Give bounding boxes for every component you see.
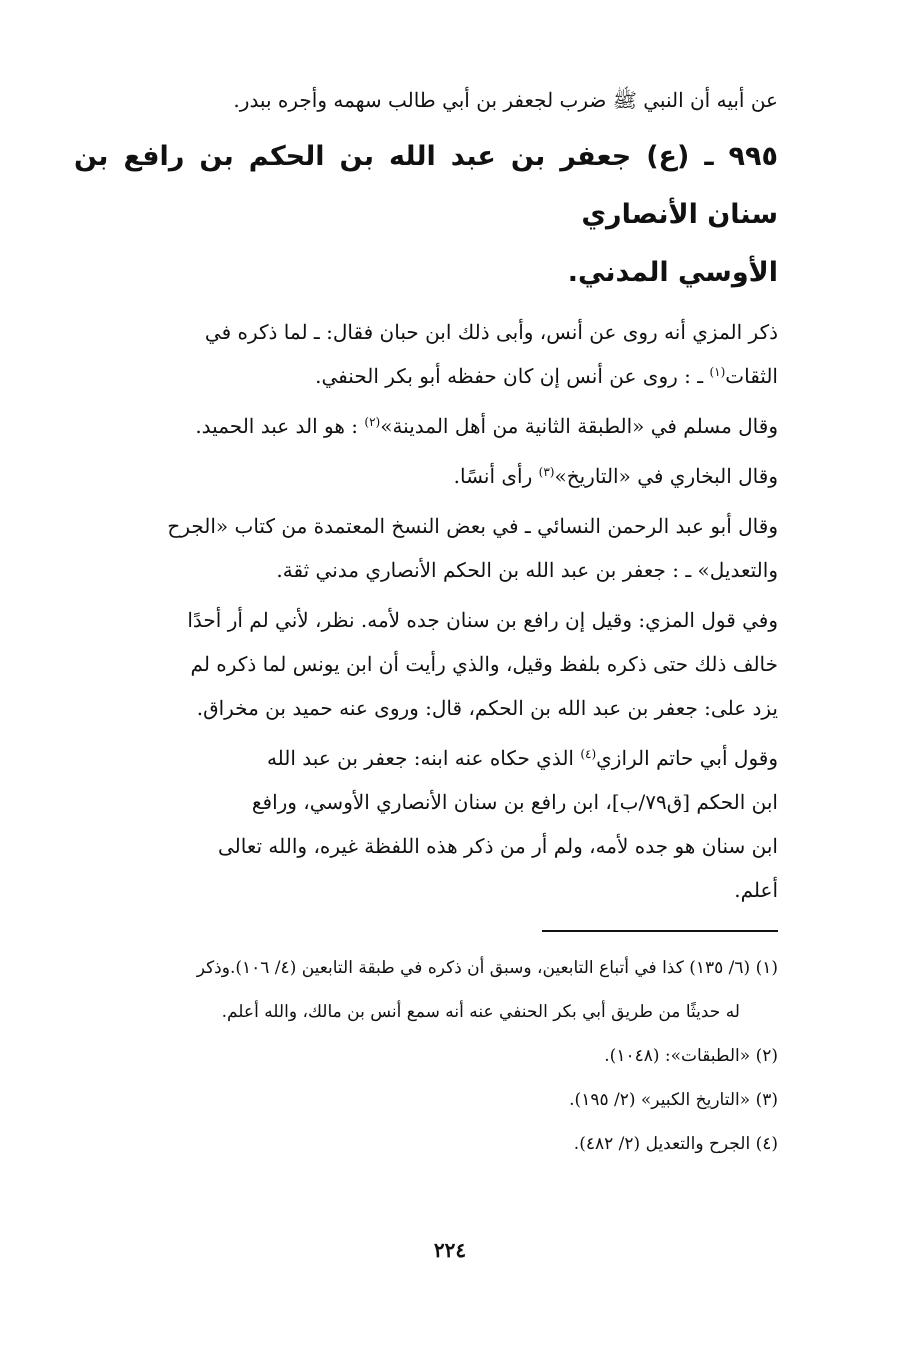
footnote-ref-3: (٣)	[538, 465, 555, 479]
footnote-1-line-2: له حديثًا من طريق أبي بكر الحنفي عنه أنه سمع أنس بن مالك، والله أعلم.	[221, 1002, 740, 1022]
footnote-4: (٤) الجرح والتعديل (٢/ ٤٨٢).	[573, 1134, 778, 1154]
paragraph-6-line-2: ابن الحكم [ق٧٩/ب]، ابن رافع بن سنان الأنصاري الأوسي، ورافع	[251, 790, 778, 814]
paragraph-1	[74, 310, 778, 398]
footnote-1-line-1: (١) (٦/ ١٣٥) كذا في أتباع التابعين، وسبق أن ذكره في طبقة التابعين (٤/ ١٠٦).وذكر	[196, 958, 778, 978]
text: وقال مسلم في «الطبقة الثانية من أهل المدينة»	[380, 414, 778, 438]
text: : هو الد عبد الحميد.	[195, 414, 365, 438]
entry-heading-line-2: الأوسي المدني.	[567, 257, 778, 288]
footnote-3: (٣) «التاريخ الكبير» (٢/ ١٩٥).	[569, 1090, 778, 1110]
paragraph-5-line-2: خالف ذلك حتى ذكره بلفظ وقيل، والذي رأيت أن ابن يونس لما ذكره لم	[190, 652, 778, 676]
entry-heading-line-1: ٩٩٥ ـ (ع) جعفر بن عبد الله بن الحكم بن رافع بن سنان الأنصاري	[74, 141, 778, 230]
entry-heading	[74, 128, 778, 302]
paragraph-5-line-1: وفي قول المزي: وقيل إن رافع بن سنان جده لأمه. نظر، لأني لم أر أحدًا	[187, 608, 778, 632]
paragraph-2-line-1	[74, 404, 778, 448]
paragraph-4	[74, 504, 778, 592]
page-number: ٢٢٤	[433, 1238, 467, 1262]
footnote-ref-2: (٢)	[364, 415, 381, 429]
paragraph-4-line-1: وقال أبو عبد الرحمن النسائي ـ في بعض النسخ المعتمدة من كتاب «الجرح	[167, 514, 778, 538]
footnote-divider	[542, 930, 778, 932]
page-text	[74, 78, 778, 1166]
paragraph-6-line-3: ابن سنان هو جده لأمه، ولم أر من ذكر هذه اللفظة غيره، والله تعالى	[218, 834, 778, 858]
text: الذي حكاه عنه ابنه: جعفر بن عبد الله	[266, 746, 581, 770]
paragraph-4-line-2: والتعديل» ـ : جعفر بن عبد الله بن الحكم الأنصاري مدني ثقة.	[276, 558, 778, 582]
text: وقول أبي حاتم الرازي	[596, 746, 778, 770]
paragraph-1-line-1: ذكر المزي أنه روى عن أنس، وأبى ذلك ابن حبان فقال: ـ لما ذكره في	[204, 320, 778, 344]
paragraph-6	[74, 736, 778, 912]
paragraph-3-line-1	[74, 454, 778, 498]
paragraph-6-line-1	[74, 736, 778, 780]
paragraph-5-line-3: يزد على: جعفر بن عبد الله بن الحكم، قال: وروى عنه حميد بن مخراق.	[196, 696, 778, 720]
text: ـ : روى عن أنس إن كان حفظه أبو بكر الحنفي.	[315, 364, 710, 388]
paragraph-1-line-2	[74, 354, 778, 398]
paragraph-5	[74, 598, 778, 730]
text: رأى أنسًا.	[453, 464, 539, 488]
paragraph-6-line-4: أعلم.	[734, 878, 778, 902]
paragraph-2	[74, 404, 778, 448]
footnote-2: (٢) «الطبقات»: (١٠٤٨).	[604, 1046, 778, 1066]
footnotes	[74, 946, 778, 1166]
text: وقال البخاري في «التاريخ»	[554, 464, 778, 488]
text: الثقات	[725, 364, 778, 388]
paragraph-3	[74, 454, 778, 498]
footnote-ref-1: (١)	[709, 365, 726, 379]
footnote-ref-4: (٤)	[580, 747, 597, 761]
intro-line: عن أبيه أن النبي ﷺ ضرب لجعفر بن أبي طالب سهمه وأجره ببدر.	[233, 88, 778, 112]
